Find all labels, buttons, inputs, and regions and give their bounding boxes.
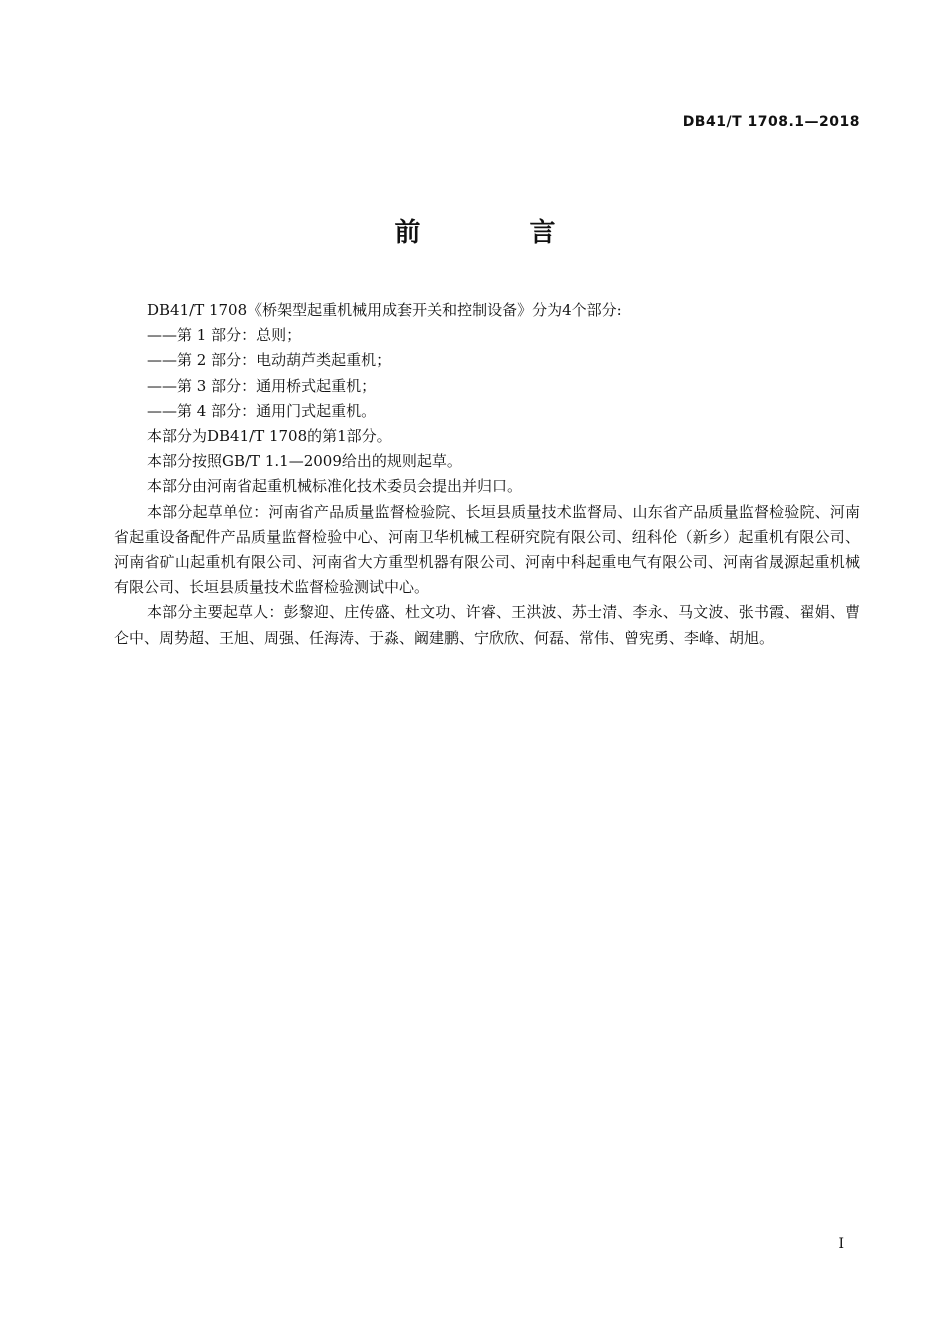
list-item-part-4: ——第 4 部分：通用门式起重机。 xyxy=(147,401,377,420)
page-number: I xyxy=(838,1236,844,1252)
paragraph-drafting-units: 本部分起草单位：河南省产品质量监督检验院、长垣县质量技术监督局、山东省产品质量监督检验院、河南省起重设备配件产品质量监督检验中心、河南卫华机械工程研究院有限公司、纽科伦（新乡）起重机有限公司、河南省矿山起重机有限公司、河南省大方重型机器有限公司、河南中科起重电气有限公司、河南省晟源起重机械有限公司、长垣县质量技术监督检验测试中心。 xyxy=(114,502,860,597)
foreword-body xyxy=(114,298,860,651)
list-item-part-2: ——第 2 部分：电动葫芦类起重机； xyxy=(147,351,392,370)
paragraph-drafting-rules: 本部分按照GB/T 1.1—2009给出的规则起草。 xyxy=(147,452,462,471)
list-item-part-1: ——第 1 部分：总则； xyxy=(147,326,302,345)
page-title: 前 言 xyxy=(394,218,606,248)
paragraph-intro: DB41/T 1708《桥架型起重机械用成套开关和控制设备》分为4个部分: xyxy=(147,301,622,319)
document-id: DB41/T 1708.1—2018 xyxy=(682,114,860,130)
paragraph-proposer: 本部分由河南省起重机械标准化技术委员会提出并归口。 xyxy=(147,477,523,496)
paragraph-part-scope: 本部分为DB41/T 1708的第1部分。 xyxy=(147,427,392,446)
paragraph-drafters: 本部分主要起草人：彭黎迎、庄传盛、杜文功、许睿、王洪波、苏士清、李永、马文波、张书霞、翟娟、曹仑中、周势超、王旭、周强、任海涛、于淼、阚建鹏、宁欣欣、何磊、常伟、曾宪勇、李峰、胡旭。 xyxy=(114,603,860,647)
list-item-part-3: ——第 3 部分：通用桥式起重机； xyxy=(147,376,377,395)
